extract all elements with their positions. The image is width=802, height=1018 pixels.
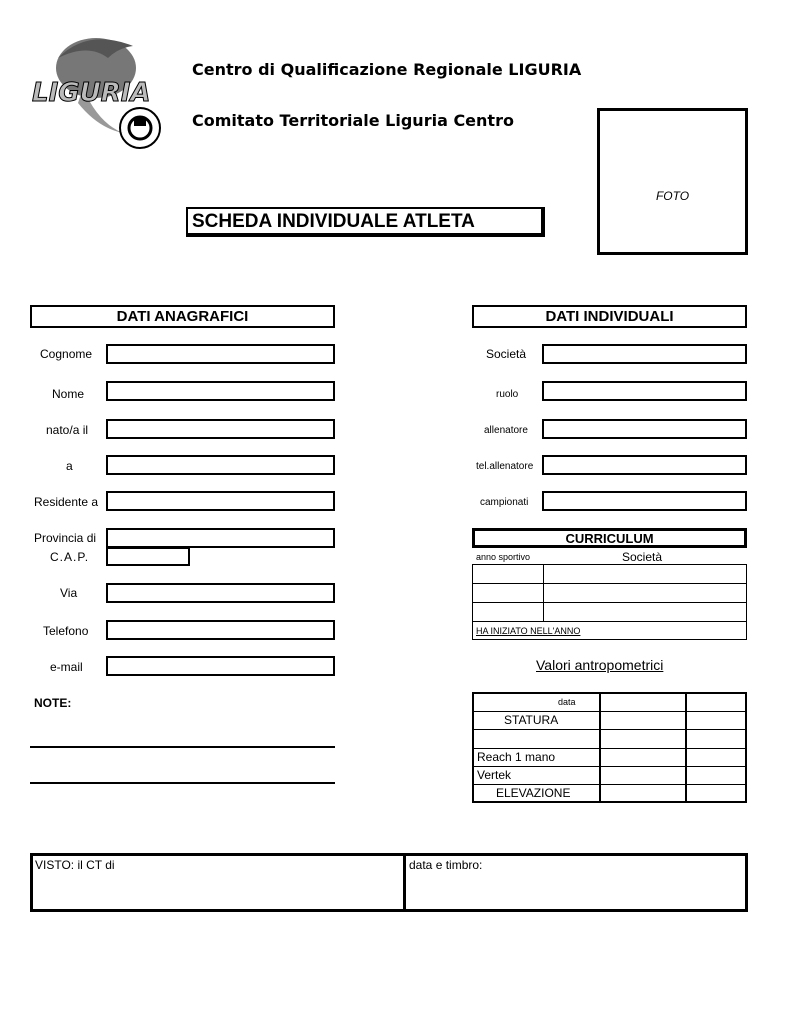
antro-header-data: data (558, 697, 576, 707)
input-nato-il[interactable] (106, 419, 335, 439)
antro-row-divider (474, 748, 745, 749)
label-cap: C.A.P. (50, 550, 90, 564)
curriculum-cell[interactable] (473, 584, 543, 602)
label-residente: Residente a (34, 495, 99, 509)
label-campionati: campionati (480, 497, 529, 508)
curriculum-row-divider (473, 621, 746, 622)
input-provincia[interactable] (106, 528, 335, 548)
input-cognome[interactable] (106, 344, 335, 364)
antro-row-divider (474, 784, 745, 785)
input-luogo[interactable] (106, 455, 335, 475)
visto-label[interactable]: VISTO: il CT di (35, 858, 115, 872)
antro-row-elevazione: ELEVAZIONE (496, 786, 571, 800)
footer-box (30, 853, 748, 912)
antro-value-cell[interactable] (687, 712, 745, 729)
label-tel-allenatore: tel.allenatore (476, 461, 534, 472)
label-cognome: Cognome (40, 347, 93, 361)
curriculum-col-anno: anno sportivo (476, 552, 531, 562)
curriculum-cell[interactable] (544, 565, 746, 583)
label-ruolo: ruolo (496, 389, 519, 400)
input-email[interactable] (106, 656, 335, 676)
org-line-1: Centro di Qualificazione Regionale LIGURIA (192, 60, 582, 79)
label-telefono: Telefono (43, 624, 89, 638)
label-luogo: a (66, 459, 73, 473)
antro-row-divider (474, 766, 745, 767)
label-provincia: Provincia di (34, 531, 97, 545)
input-allenatore[interactable] (542, 419, 747, 439)
org-line-2: Comitato Territoriale Liguria Centro (192, 111, 514, 130)
label-note: NOTE: (34, 696, 72, 710)
curriculum-started-label[interactable]: HA INIZIATO NELL'ANNO (476, 626, 581, 636)
label-nato-il: nato/a il (46, 423, 89, 437)
curriculum-col-societa: Società (622, 550, 663, 564)
input-cap[interactable] (106, 547, 190, 566)
curriculum-cell[interactable] (473, 565, 543, 583)
antro-row-reach: Reach 1 mano (477, 750, 556, 764)
antro-row-statura: STATURA (504, 713, 559, 727)
form-title (186, 207, 545, 237)
logo-text: LIGURIA (32, 78, 151, 108)
antropometrici-title: Valori antropometrici (536, 657, 664, 673)
curriculum-cell[interactable] (544, 584, 746, 602)
input-telefono[interactable] (106, 620, 335, 640)
curriculum-cell[interactable] (473, 603, 543, 621)
input-societa[interactable] (542, 344, 747, 364)
label-nome: Nome (52, 387, 85, 401)
section-individuali-title: DATI INDIVIDUALI (472, 305, 747, 328)
antropometrici-table (472, 692, 747, 803)
antro-value-cell[interactable] (601, 712, 685, 729)
label-allenatore: allenatore (484, 425, 528, 436)
input-via[interactable] (106, 583, 335, 603)
footer-divider (403, 856, 406, 909)
section-anagrafici-title: DATI ANAGRAFICI (30, 305, 335, 328)
curriculum-cell[interactable] (544, 603, 746, 621)
note-line-2[interactable] (30, 782, 335, 784)
data-timbro-label[interactable]: data e timbro: (409, 858, 483, 872)
antro-row-vertek: Vertek (477, 768, 512, 782)
form-title-text: SCHEDA INDIVIDUALE ATLETA (192, 211, 475, 232)
label-societa: Società (486, 347, 527, 361)
curriculum-table (472, 564, 747, 640)
antro-row-divider (474, 729, 745, 730)
curriculum-title: CURRICULUM (472, 528, 747, 548)
liguria-logo (28, 28, 168, 158)
label-email: e-mail (50, 660, 83, 674)
photo-label: FOTO (655, 189, 690, 203)
input-nome[interactable] (106, 381, 335, 401)
note-line-1[interactable] (30, 746, 335, 748)
input-tel-allenatore[interactable] (542, 455, 747, 475)
label-via: Via (60, 586, 78, 600)
input-residente[interactable] (106, 491, 335, 511)
photo-box (597, 108, 748, 255)
input-ruolo[interactable] (542, 381, 747, 401)
input-campionati[interactable] (542, 491, 747, 511)
